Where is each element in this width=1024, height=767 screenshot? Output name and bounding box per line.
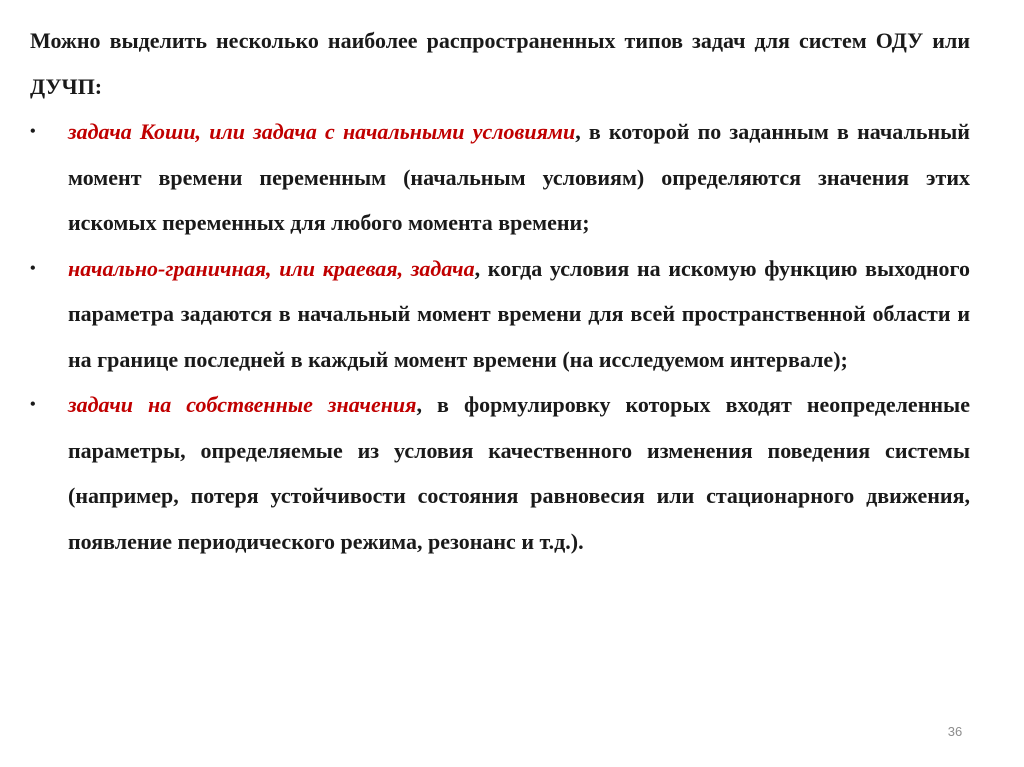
intro-paragraph: Можно выделить несколько наиболее распространенных типов задач для систем ОДУ или ДУЧП: xyxy=(30,28,970,99)
term-highlight: начально-граничная, или краевая, задача xyxy=(68,255,475,281)
slide-content xyxy=(30,18,970,564)
bullet-icon: • xyxy=(30,123,36,140)
item-text: , когда условия на искомую функцию выходного параметра задаются в начальный момент времени для всей пространственной области и на границе последней в каждый момент времени (на исследуемом интервале); xyxy=(68,255,970,372)
page-number: 36 xyxy=(947,724,963,739)
item-text: , в формулировку которых входят неопределенные параметры, определяемые из условия качественного изменения поведения системы (например, потеря устойчивости состояния равновесия или стационарного движения, появление периодического режима, резонанс и т.д.). xyxy=(68,392,970,554)
term-highlight: задача Коши, или задача с начальными условиями xyxy=(68,119,576,144)
list-item-boundary-problem xyxy=(30,246,970,383)
bullet-icon: • xyxy=(30,259,36,277)
item-text: , в которой по заданным в начальный момент времени переменным (начальным условиям) определяются значения этих искомых переменных для любого момента времени; xyxy=(68,119,970,235)
bullet-icon: • xyxy=(30,396,36,413)
list-item-cauchy-problem xyxy=(30,109,970,246)
list-item-eigenvalue-problem xyxy=(30,382,970,564)
term-highlight: задачи на собственные значения xyxy=(68,392,417,417)
